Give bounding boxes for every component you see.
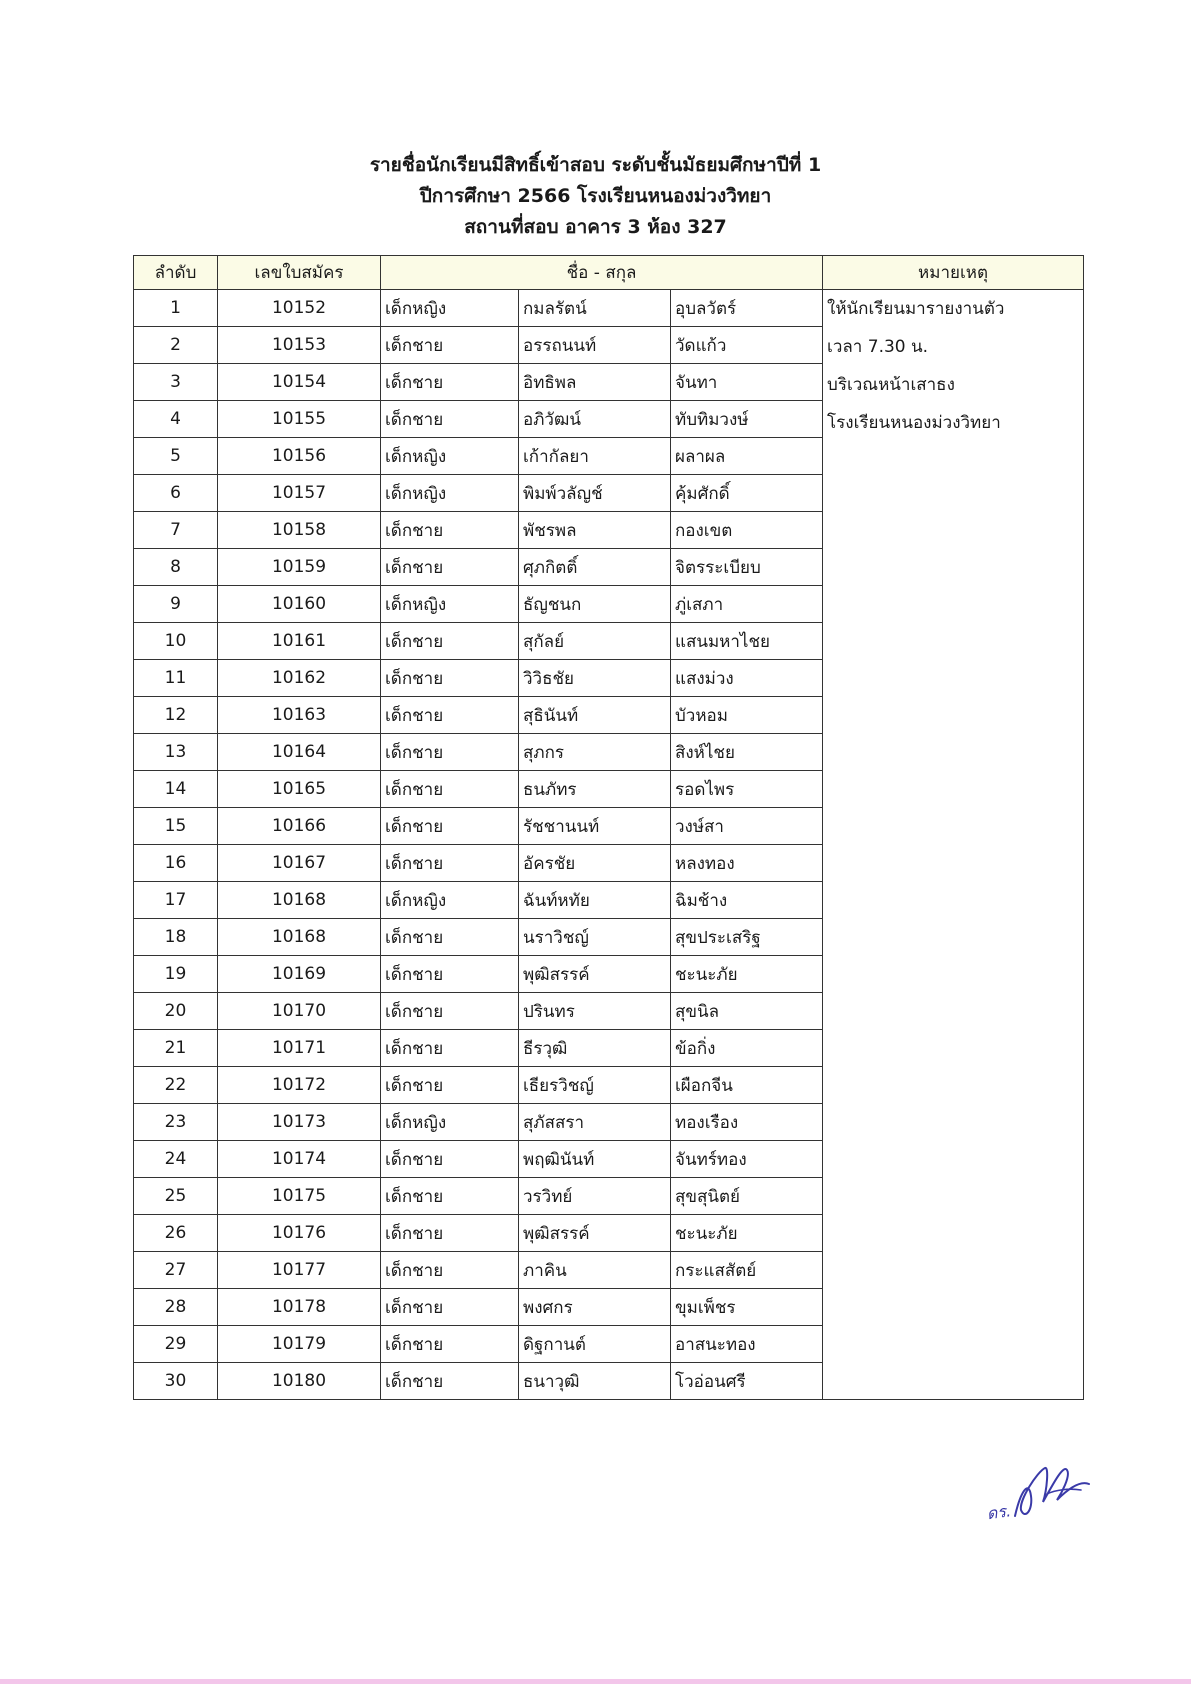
cell-first-name: นราวิชญ์: [519, 919, 671, 956]
cell-title: เด็กชาย: [381, 512, 519, 549]
cell-title: เด็กชาย: [381, 919, 519, 956]
cell-application-no: 10159: [218, 549, 381, 586]
cell-no: 4: [134, 401, 218, 438]
cell-last-name: บัวหอม: [671, 697, 823, 734]
cell-last-name: จันทา: [671, 364, 823, 401]
cell-application-no: 10174: [218, 1141, 381, 1178]
cell-first-name: เธียรวิชญ์: [519, 1067, 671, 1104]
remark-line: โรงเรียนหนองม่วงวิทยา: [827, 413, 1001, 433]
cell-first-name: ธัญชนก: [519, 586, 671, 623]
cell-application-no: 10166: [218, 808, 381, 845]
cell-title: เด็กหญิง: [381, 586, 519, 623]
cell-application-no: 10165: [218, 771, 381, 808]
cell-no: 9: [134, 586, 218, 623]
cell-no: 24: [134, 1141, 218, 1178]
cell-no: 26: [134, 1215, 218, 1252]
cell-last-name: กระแสสัตย์: [671, 1252, 823, 1289]
cell-last-name: อุบลวัตร์: [671, 290, 823, 327]
cell-last-name: สิงห์ไชย: [671, 734, 823, 771]
signature-text: ดร.: [985, 1501, 1013, 1524]
cell-last-name: หลงทอง: [671, 845, 823, 882]
cell-title: เด็กชาย: [381, 401, 519, 438]
cell-no: 23: [134, 1104, 218, 1141]
cell-title: เด็กชาย: [381, 549, 519, 586]
cell-application-no: 10176: [218, 1215, 381, 1252]
cell-first-name: สุธินันท์: [519, 697, 671, 734]
cell-application-no: 10152: [218, 290, 381, 327]
cell-title: เด็กชาย: [381, 1141, 519, 1178]
cell-application-no: 10175: [218, 1178, 381, 1215]
cell-no: 30: [134, 1363, 218, 1400]
cell-title: เด็กชาย: [381, 956, 519, 993]
cell-first-name: พิมพ์วลัญช์: [519, 475, 671, 512]
cell-first-name: อรรถนนท์: [519, 327, 671, 364]
cell-application-no: 10179: [218, 1326, 381, 1363]
heading-line-2: ปีการศึกษา 2566 โรงเรียนหนองม่วงวิทยา: [419, 185, 772, 207]
remark-line: เวลา 7.30 น.: [827, 337, 929, 357]
cell-application-no: 10153: [218, 327, 381, 364]
cell-no: 1: [134, 290, 218, 327]
cell-no: 27: [134, 1252, 218, 1289]
cell-no: 25: [134, 1178, 218, 1215]
cell-last-name: ชะนะภัย: [671, 1215, 823, 1252]
cell-title: เด็กหญิง: [381, 1104, 519, 1141]
cell-application-no: 10156: [218, 438, 381, 475]
student-roster-table: [133, 255, 1084, 1400]
cell-title: เด็กชาย: [381, 1326, 519, 1363]
scan-edge-band: [0, 1679, 1191, 1684]
cell-last-name: ผลาผล: [671, 438, 823, 475]
cell-no: 29: [134, 1326, 218, 1363]
cell-application-no: 10170: [218, 993, 381, 1030]
cell-no: 12: [134, 697, 218, 734]
cell-title: เด็กชาย: [381, 771, 519, 808]
heading-line-1: รายชื่อนักเรียนมีสิทธิ์เข้าสอบ ระดับชั้นมัธยมศึกษาปีที่ 1: [369, 154, 822, 176]
cell-title: เด็กชาย: [381, 623, 519, 660]
cell-application-no: 10177: [218, 1252, 381, 1289]
cell-no: 5: [134, 438, 218, 475]
cell-title: เด็กชาย: [381, 1215, 519, 1252]
cell-first-name: สุกัลย์: [519, 623, 671, 660]
cell-first-name: พฤฒินันท์: [519, 1141, 671, 1178]
cell-no: 19: [134, 956, 218, 993]
cell-last-name: ข้อกิ่ง: [671, 1030, 823, 1067]
cell-first-name: อัครชัย: [519, 845, 671, 882]
cell-first-name: อภิวัฒน์: [519, 401, 671, 438]
cell-last-name: ทับทิมวงษ์: [671, 401, 823, 438]
cell-last-name: จันทร์ทอง: [671, 1141, 823, 1178]
cell-application-no: 10173: [218, 1104, 381, 1141]
cell-no: 2: [134, 327, 218, 364]
cell-first-name: ภาคิน: [519, 1252, 671, 1289]
header-no: ลำดับ: [134, 256, 218, 290]
cell-no: 7: [134, 512, 218, 549]
cell-application-no: 10168: [218, 919, 381, 956]
cell-application-no: 10154: [218, 364, 381, 401]
cell-last-name: สุขประเสริฐ: [671, 919, 823, 956]
cell-application-no: 10168: [218, 882, 381, 919]
cell-first-name: พุฒิสรรค์: [519, 956, 671, 993]
cell-last-name: สุขสุนิตย์: [671, 1178, 823, 1215]
signature: [985, 1450, 1095, 1530]
cell-application-no: 10164: [218, 734, 381, 771]
cell-no: 10: [134, 623, 218, 660]
cell-title: เด็กชาย: [381, 697, 519, 734]
cell-first-name: พงศกร: [519, 1289, 671, 1326]
cell-last-name: ฉิมช้าง: [671, 882, 823, 919]
remark-line: ให้นักเรียนมารายงานตัว: [827, 299, 1005, 319]
cell-no: 14: [134, 771, 218, 808]
cell-title: เด็กชาย: [381, 1289, 519, 1326]
cell-title: เด็กชาย: [381, 1067, 519, 1104]
cell-first-name: ปรินทร: [519, 993, 671, 1030]
cell-no: 28: [134, 1289, 218, 1326]
cell-title: เด็กชาย: [381, 1363, 519, 1400]
cell-first-name: ธีรวุฒิ: [519, 1030, 671, 1067]
cell-last-name: จิตรระเบียบ: [671, 549, 823, 586]
cell-application-no: 10158: [218, 512, 381, 549]
cell-first-name: สุภกร: [519, 734, 671, 771]
remark-line: บริเวณหน้าเสาธง: [827, 375, 955, 395]
cell-last-name: รอดไพร: [671, 771, 823, 808]
cell-no: 3: [134, 364, 218, 401]
cell-title: เด็กหญิง: [381, 475, 519, 512]
cell-no: 15: [134, 808, 218, 845]
cell-title: เด็กชาย: [381, 327, 519, 364]
cell-title: เด็กชาย: [381, 364, 519, 401]
cell-first-name: กมลรัตน์: [519, 290, 671, 327]
cell-application-no: 10155: [218, 401, 381, 438]
cell-first-name: รัชชานนท์: [519, 808, 671, 845]
cell-title: เด็กชาย: [381, 734, 519, 771]
cell-first-name: พุฒิสรรค์: [519, 1215, 671, 1252]
cell-first-name: วรวิทย์: [519, 1178, 671, 1215]
cell-last-name: วงษ์สา: [671, 808, 823, 845]
cell-last-name: คุ้มศักดิ์: [671, 475, 823, 512]
cell-last-name: ชะนะภัย: [671, 956, 823, 993]
cell-application-no: 10157: [218, 475, 381, 512]
cell-title: เด็กชาย: [381, 808, 519, 845]
header-name: ชื่อ - สกุล: [381, 256, 823, 290]
table-row: [134, 290, 1084, 327]
cell-application-no: 10178: [218, 1289, 381, 1326]
cell-title: เด็กหญิง: [381, 882, 519, 919]
header-application-no: เลขใบสมัคร: [218, 256, 381, 290]
cell-no: 16: [134, 845, 218, 882]
cell-first-name: พัชรพล: [519, 512, 671, 549]
cell-first-name: ธนภัทร: [519, 771, 671, 808]
cell-application-no: 10163: [218, 697, 381, 734]
cell-application-no: 10161: [218, 623, 381, 660]
cell-last-name: ภู่เสภา: [671, 586, 823, 623]
cell-application-no: 10169: [218, 956, 381, 993]
cell-title: เด็กชาย: [381, 660, 519, 697]
cell-no: 17: [134, 882, 218, 919]
cell-title: เด็กหญิง: [381, 290, 519, 327]
cell-no: 22: [134, 1067, 218, 1104]
cell-no: 11: [134, 660, 218, 697]
cell-title: เด็กชาย: [381, 845, 519, 882]
cell-first-name: ดิฐกานต์: [519, 1326, 671, 1363]
cell-title: เด็กชาย: [381, 1178, 519, 1215]
cell-application-no: 10160: [218, 586, 381, 623]
cell-last-name: อาสนะทอง: [671, 1326, 823, 1363]
cell-application-no: 10172: [218, 1067, 381, 1104]
cell-application-no: 10180: [218, 1363, 381, 1400]
cell-last-name: วัดแก้ว: [671, 327, 823, 364]
cell-application-no: 10167: [218, 845, 381, 882]
cell-last-name: สุขนิล: [671, 993, 823, 1030]
cell-first-name: ธนาวุฒิ: [519, 1363, 671, 1400]
cell-no: 18: [134, 919, 218, 956]
cell-first-name: วิวิธชัย: [519, 660, 671, 697]
cell-last-name: โวอ่อนศรี: [671, 1363, 823, 1400]
cell-last-name: กองเขต: [671, 512, 823, 549]
cell-title: เด็กชาย: [381, 1030, 519, 1067]
cell-first-name: ฉันท์หทัย: [519, 882, 671, 919]
cell-first-name: ศุภกิตติ์: [519, 549, 671, 586]
cell-last-name: แสงม่วง: [671, 660, 823, 697]
cell-title: เด็กชาย: [381, 993, 519, 1030]
cell-application-no: 10162: [218, 660, 381, 697]
cell-title: เด็กชาย: [381, 1252, 519, 1289]
cell-last-name: ขุมเพ็ชร: [671, 1289, 823, 1326]
header-remark: หมายเหตุ: [823, 256, 1084, 290]
cell-title: เด็กหญิง: [381, 438, 519, 475]
cell-no: 6: [134, 475, 218, 512]
cell-no: 21: [134, 1030, 218, 1067]
table-header-row: [134, 256, 1084, 290]
cell-last-name: แสนมหาไชย: [671, 623, 823, 660]
cell-first-name: สุภัสสรา: [519, 1104, 671, 1141]
cell-no: 13: [134, 734, 218, 771]
remark-cell: [823, 290, 1084, 1400]
cell-first-name: อิทธิพล: [519, 364, 671, 401]
heading-line-3: สถานที่สอบ อาคาร 3 ห้อง 327: [464, 216, 727, 238]
cell-last-name: เผือกจีน: [671, 1067, 823, 1104]
cell-application-no: 10171: [218, 1030, 381, 1067]
cell-no: 8: [134, 549, 218, 586]
cell-no: 20: [134, 993, 218, 1030]
document-heading: [0, 150, 1191, 243]
cell-first-name: เก้ากัลยา: [519, 438, 671, 475]
cell-last-name: ทองเรือง: [671, 1104, 823, 1141]
table-body: [134, 290, 1084, 1400]
